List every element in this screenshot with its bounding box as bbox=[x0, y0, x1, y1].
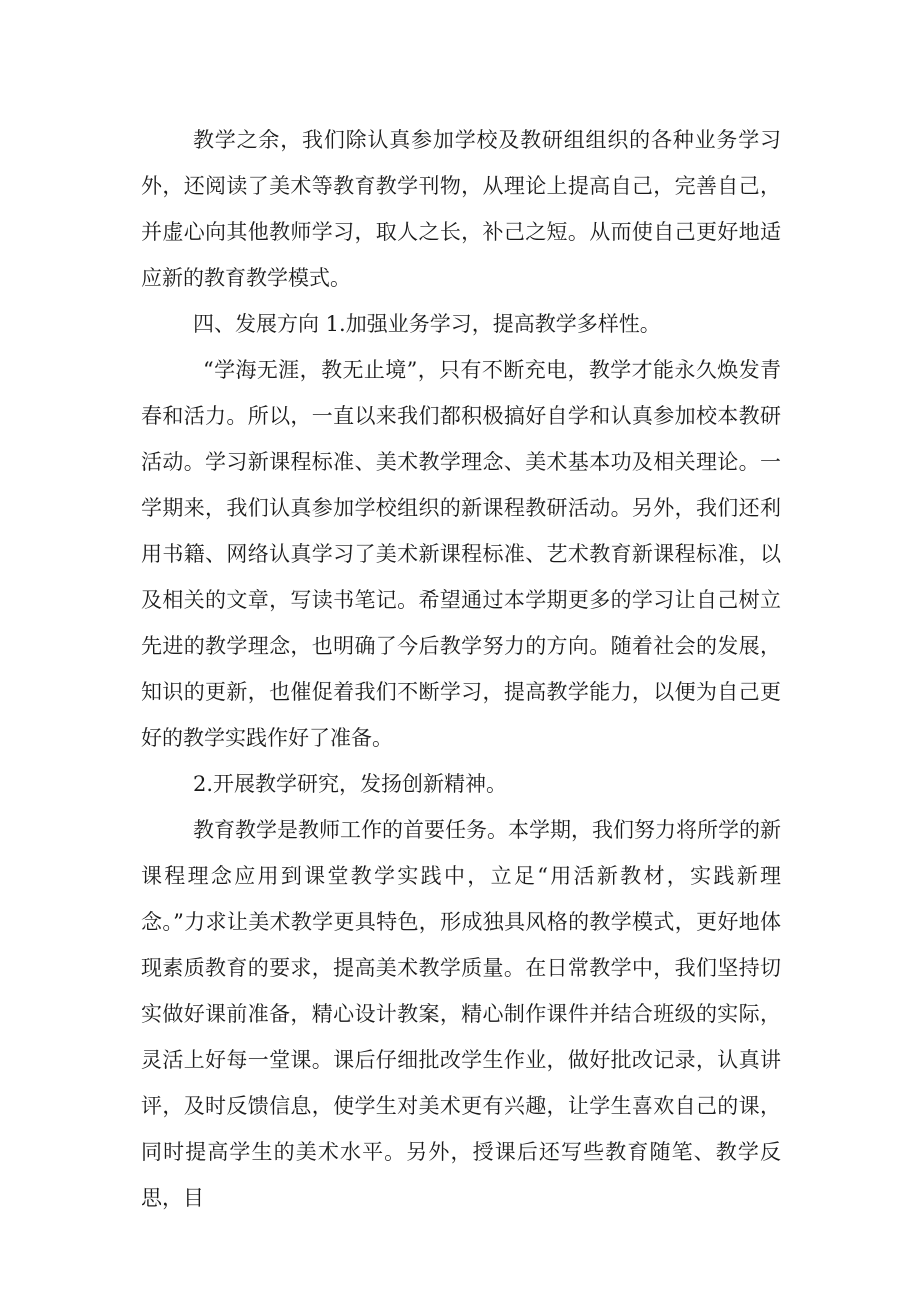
section-heading-development-direction: 四、发展方向 1.加强业务学习，提高教学多样性。 bbox=[193, 312, 661, 336]
paragraph-study-outside-class: 教学之余，我们除认真参加学校及教研组组织的各种业务学习外，还阅读了美术等教育教学刊物，从理论上提高自己，完善自己，并虚心向其他教师学习，取人之长，补己之短。从而使自己更好地适应新的教育教学模式。 bbox=[141, 128, 781, 290]
paragraph-teaching-practice: 教育教学是教师工作的首要任务。本学期，我们努力将所学的新课程理念应用到课堂教学实践中，立足“用活新教材，实践新理念。”力求让美术教学更具特色，形成独具风格的教学模式，更好地体现素质教育的要求，提高美术教学质量。在日常教学中，我们坚持切实做好课前准备，精心设计教案，精心制作课件并结合班级的实际，灵活上好每一堂课。课后仔细批改学生作业，做好批改记录，认真讲评，及时反馈信息，使学生对美术更有兴趣，让学生喜欢自己的课，同时提高学生的美术水平。另外，授课后还写些教育随笔、教学反思，目 bbox=[141, 818, 781, 1210]
paragraph-continuous-learning: “学海无涯，教无止境”，只有不断充电，教学才能永久焕发青春和活力。所以，一直以来我们都积极搞好自学和认真参加校本教研活动。学习新课程标准、美术教学理念、美术基本功及相关理论。一学期来，我们认真参加学校组织的新课程教研活动。另外，我们还利用书籍、网络认真学习了美术新课程标准、艺术教育新课程标准，以及相关的文章，写读书笔记。希望通过本学期更多的学习让自己树立先进的教学理念，也明确了今后教学努力的方向。随着社会的发展，知识的更新，也催促着我们不断学习，提高教学能力，以便为自己更好的教学实践作好了准备。 bbox=[141, 358, 781, 750]
subheading-teaching-research: 2.开展教学研究，发扬创新精神。 bbox=[193, 772, 508, 796]
document-body bbox=[141, 117, 781, 1221]
